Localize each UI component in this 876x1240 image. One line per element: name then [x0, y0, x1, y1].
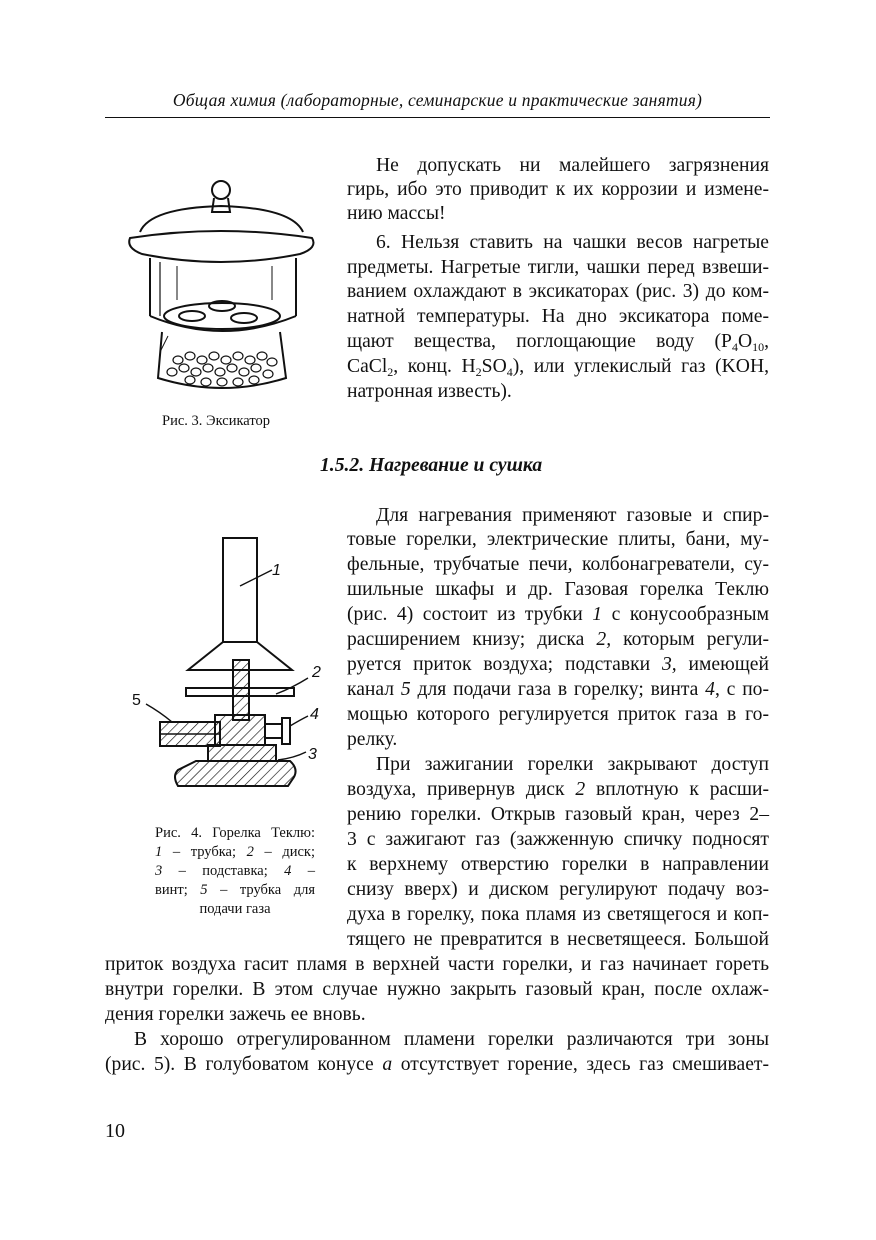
- lid-rim: [129, 231, 313, 262]
- burner-label-2: 2: [312, 664, 321, 681]
- figure3-caption: Рис. 3. Эксикатор: [162, 413, 270, 429]
- burner-label-1: 1: [272, 562, 281, 579]
- section-title: 1.5.2. Нагревание и сушка: [320, 455, 543, 476]
- burner-cone: [188, 642, 292, 670]
- lid-dome: [140, 206, 303, 232]
- burner-body: [215, 715, 265, 745]
- gas-inlet-tube: [160, 722, 220, 746]
- burner-base: [175, 761, 296, 786]
- burner-label-4: 4: [310, 706, 319, 723]
- air-disk: [186, 688, 294, 696]
- burner-label-5: 5: [132, 692, 141, 709]
- burner-label-3: 3: [308, 746, 317, 763]
- running-header: Общая химия (лабораторные, семинарские и практические занятия): [172, 90, 703, 110]
- figure4-caption: Рис. 4. Горелка Теклю: 1 – трубка; 2 – диск; 3 – подставка; 4 – винт; 5 – трубка для подачи газа: [155, 825, 316, 917]
- header-rule: [105, 117, 770, 118]
- regulator-screw: [265, 724, 283, 738]
- burner-tube: [223, 538, 257, 642]
- page-number: 10: [105, 1120, 125, 1142]
- porcelain-plate: [164, 303, 280, 329]
- lid-knob: [212, 181, 230, 199]
- desiccator-bottom: [158, 332, 286, 388]
